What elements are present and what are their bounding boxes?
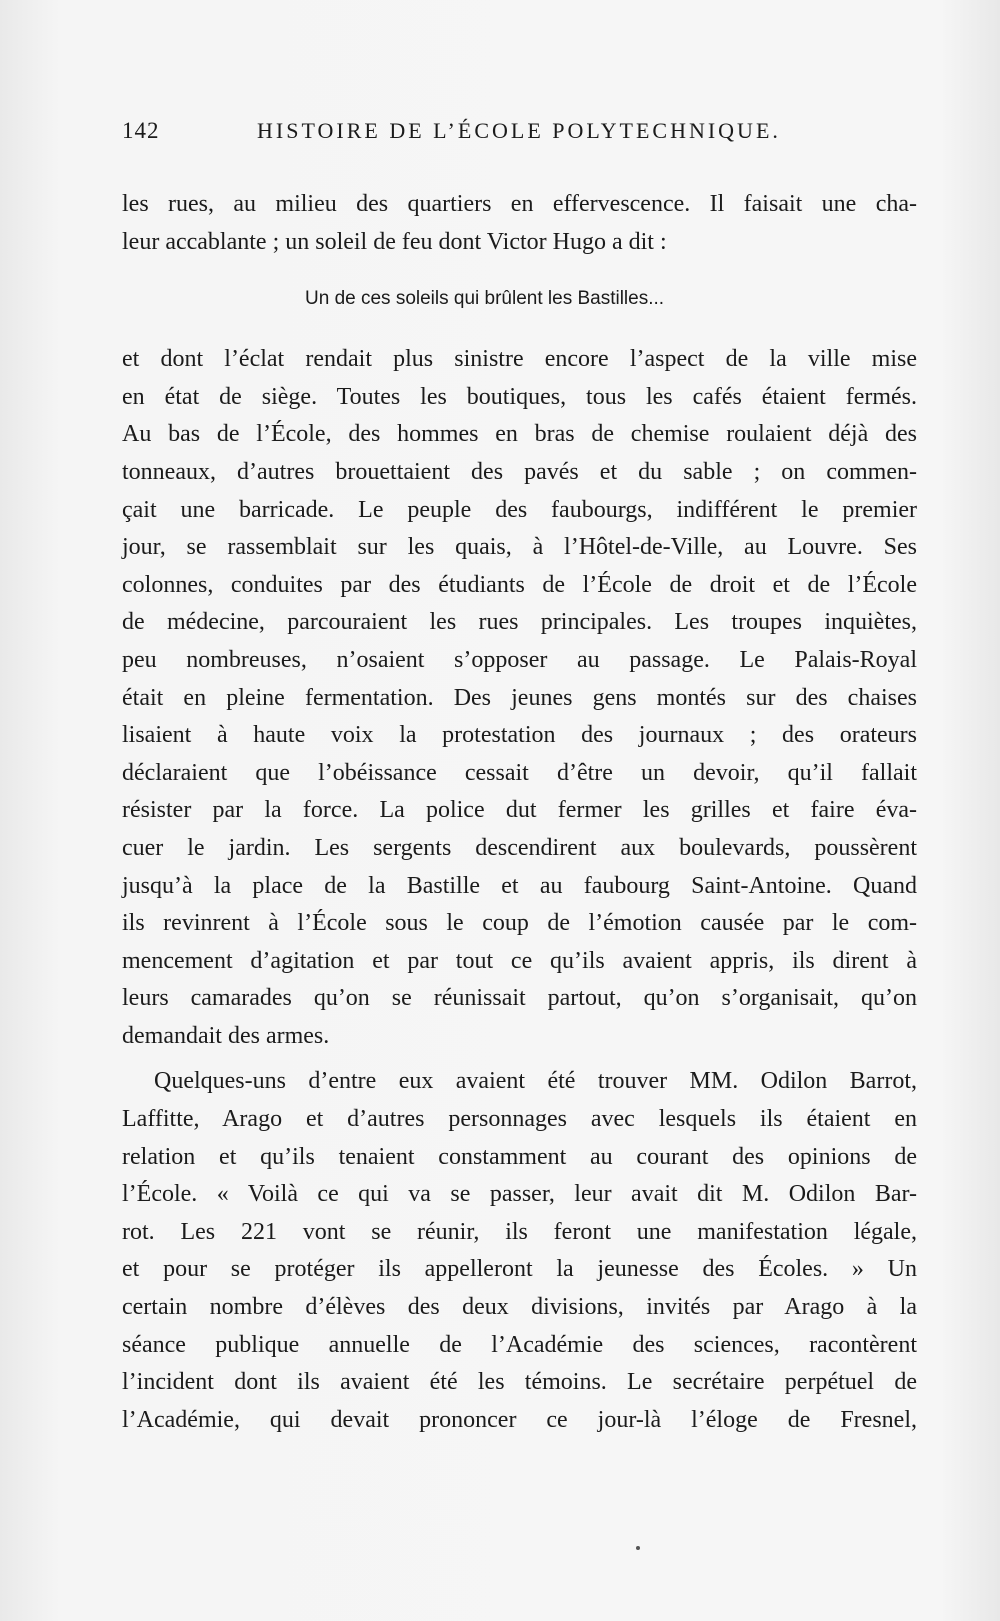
running-title: HISTOIRE DE L’ÉCOLE POLYTECHNIQUE.: [257, 118, 781, 143]
text-line: certain nombre d’élèves des deux divisions, invités par Arago à la: [122, 1294, 917, 1321]
text-line: jour, se rassemblait sur les quais, à l’Hôtel-de-Ville, au Louvre. Ses: [122, 534, 917, 561]
text-line: de médecine, parcouraient les rues principales. Les troupes inquiètes,: [122, 609, 917, 636]
text-line: en état de siège. Toutes les boutiques, tous les cafés étaient fermés.: [122, 383, 917, 410]
text-line: l’École. « Voilà ce qui va se passer, leur avait dit M. Odilon Bar-: [122, 1181, 917, 1208]
text-line: leur accablante ; un soleil de feu dont Victor Hugo a dit :: [122, 228, 667, 255]
text-line: lisaient à haute voix la protestation des journaux ; des orateurs: [122, 722, 917, 749]
text-line: l’Académie, qui devait prononcer ce jour-là l’éloge de Fresnel,: [122, 1406, 917, 1433]
text-line: et pour se protéger ils appelleront la jeunesse des Écoles. » Un: [122, 1256, 917, 1283]
text-line: l’incident dont ils avaient été les témoins. Le secrétaire perpétuel de: [122, 1369, 917, 1396]
text-line: séance publique annuelle de l’Académie des sciences, racontèrent: [122, 1331, 917, 1358]
text-line: Laffitte, Arago et d’autres personnages avec lesquels ils étaient en: [122, 1106, 917, 1133]
text-line: leurs camarades qu’on se réunissait partout, qu’on s’organisait, qu’on: [122, 985, 917, 1012]
text-line: peu nombreuses, n’osaient s’opposer au passage. Le Palais-Royal: [122, 646, 917, 673]
verse-quotation: Un de ces soleils qui brûlent les Bastilles...: [305, 288, 665, 310]
text-line: colonnes, conduites par des étudiants de l’École de droit et de l’École: [122, 571, 917, 598]
text-line: relation et qu’ils tenaient constamment au courant des opinions de: [122, 1143, 917, 1170]
text-line: demandait des armes.: [122, 1022, 330, 1049]
running-head: [122, 118, 802, 154]
text-line: rot. Les 221 vont se réunir, ils feront une manifestation légale,: [122, 1218, 917, 1245]
text-line: était en pleine fermentation. Des jeunes gens montés sur des chaises: [122, 684, 917, 711]
text-line: Au bas de l’École, des hommes en bras de chemise roulaient déjà des: [122, 421, 917, 448]
ink-speck: [636, 1546, 640, 1550]
paragraph-3: [122, 1063, 917, 1439]
text-line: déclaraient que l’obéissance cessait d’être un devoir, qu’il fallait: [122, 759, 917, 786]
text-line: les rues, au milieu des quartiers en effervescence. Il faisait une cha-: [122, 191, 917, 217]
body-text: [122, 186, 917, 1439]
text-line: jusqu’à la place de la Bastille et au faubourg Saint-Antoine. Quand: [122, 872, 917, 899]
text-line: Quelques-uns d’entre eux avaient été trouver MM. Odilon Barrot,: [154, 1068, 917, 1095]
page-number: 142: [122, 118, 160, 143]
text-line: ils revinrent à l’École sous le coup de l’émotion causée par le com-: [122, 910, 917, 937]
paragraph-2: [122, 341, 917, 1055]
text-line: çait une barricade. Le peuple des faubourgs, indifférent le premier: [122, 496, 917, 523]
text-line: et dont l’éclat rendait plus sinistre encore l’aspect de la ville mise: [122, 346, 917, 373]
text-line: cuer le jardin. Les sergents descendirent aux boulevards, poussèrent: [122, 834, 917, 861]
text-line: résister par la force. La police dut fermer les grilles et faire éva-: [122, 797, 917, 824]
paragraph-gap: [122, 1055, 917, 1063]
text-line: mencement d’agitation et par tout ce qu’ils avaient appris, ils dirent à: [122, 947, 917, 974]
text-line: tonneaux, d’autres brouettaient des pavés et du sable ; on commen-: [122, 458, 917, 485]
paragraph-1: [122, 186, 917, 261]
